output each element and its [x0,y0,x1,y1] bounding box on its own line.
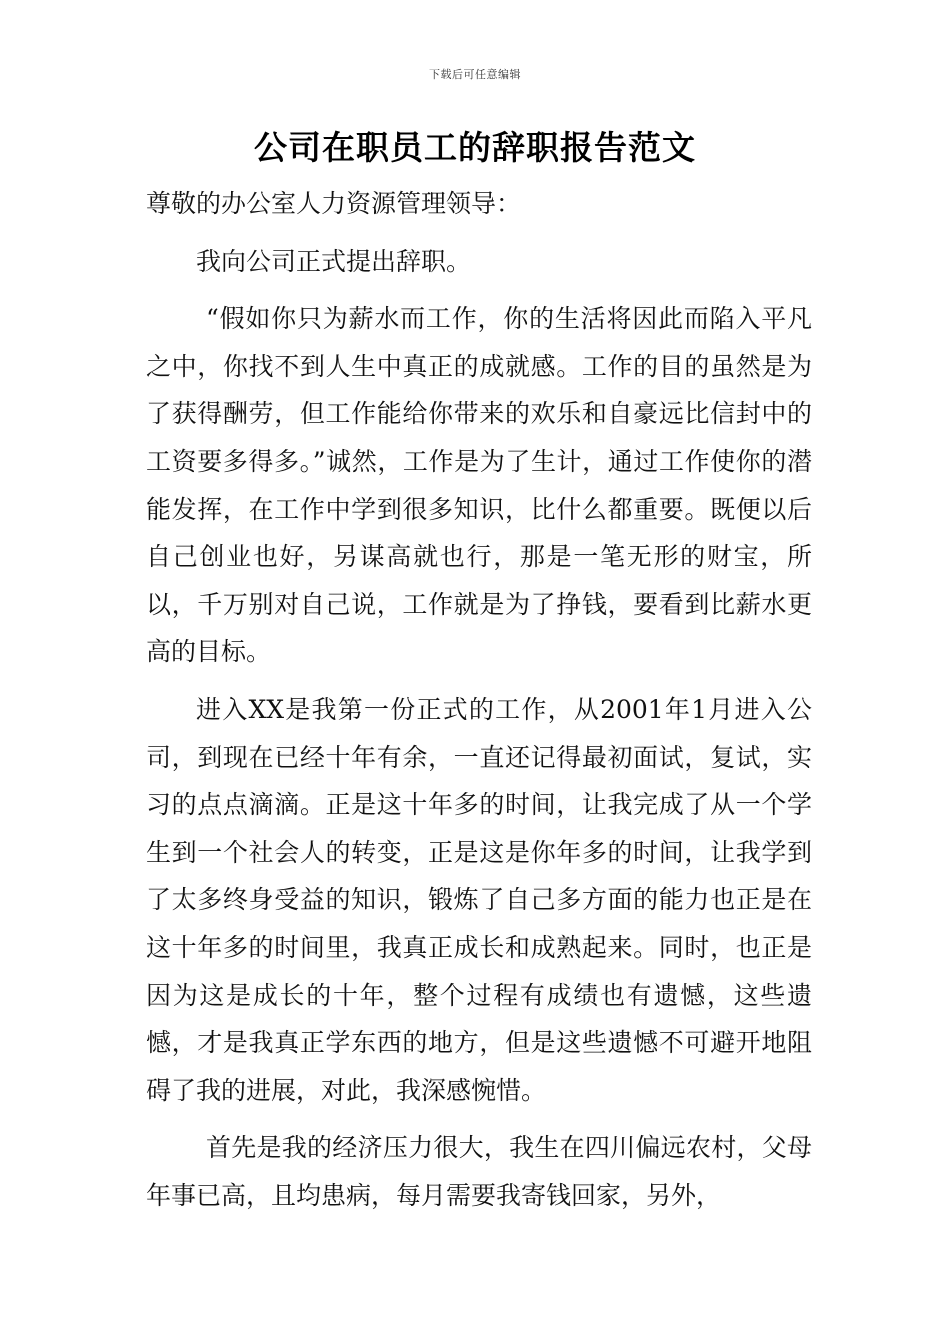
paragraph-1: 我向公司正式提出辞职。 [196,246,472,276]
header-note: 下载后可任意编辑 [429,68,521,81]
salutation: 尊敬的办公室人力资源管理领导： [146,189,522,218]
document-body [146,180,812,1219]
paragraph-3: 进入XX是我第一份正式的工作，从2001年1月进入公司，到现在已经十年有余，一直还记得最初面试，复试，实习的点点滴滴。正是这十年多的时间，让我完成了从一个学生到一个社会人的转变，正是这是你年多的时间，让我学到了太多终身受益的知识，锻炼了自己多方面的能力也正是在这十年多的时间里，我真正成长和成熟起来。同时，也正是因为这是成长的十年，整个过程有成绩也有遗憾，这些遗憾，才是我真正学东西的地方，但是这些遗憾不可避开地阻碍了我的进展，对此，我深感惋惜。 [146,694,812,1105]
paragraph-2: “假如你只为薪水而工作，你的生活将因此而陷入平凡之中，你找不到人生中真正的成就感。工作的目的虽然是为了获得酬劳，但工作能给你带来的欢乐和自豪远比信封中的工资要多得多。”诚然，工作是为了生计，通过工作使你的潜能发挥，在工作中学到很多知识，比什么都重要。既便以后自己创业也好，另谋高就也行，那是一笔无形的财宝，所以，千万别对自己说，工作就是为了挣钱，要看到比薪水更高的目标。 [146,304,812,667]
paragraph-4: 首先是我的经济压力很大，我生在四川偏远农村，父母年事已高，且均患病，每月需要我寄钱回家，另外， [146,1133,812,1210]
document-title: 公司在职员工的辞职报告范文 [254,128,696,167]
